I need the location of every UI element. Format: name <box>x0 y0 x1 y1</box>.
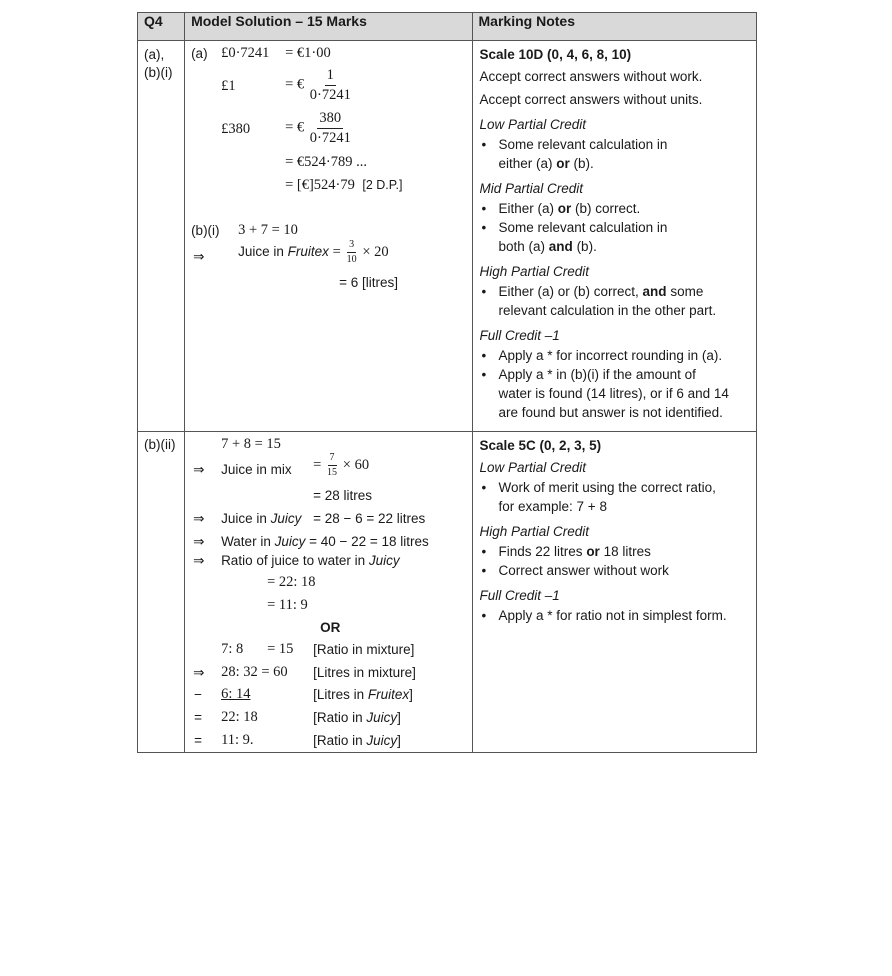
implies-arrow: ⇒ <box>193 511 205 526</box>
bii-line7: = 22: 18 <box>267 574 316 590</box>
bii-line2-label: Juice in mix <box>221 462 292 477</box>
b-line1: 3 + 7 = 10 <box>238 222 298 238</box>
list-item: • Some relevant calculation in both (a) and (b). <box>480 218 750 256</box>
credit-heading: High Partial Credit <box>479 524 590 539</box>
alt-line2-val: 28: 32 = 60 <box>221 664 288 680</box>
alt-line3-note: [Litres in Fruitex] <box>313 687 413 702</box>
alt-line1-val: 7: 8 <box>221 641 244 657</box>
table-row <box>138 41 757 432</box>
list-item: • Correct answer without work <box>480 561 750 580</box>
solution-cell <box>185 41 472 432</box>
part-label-cell <box>138 432 185 753</box>
marking-table <box>137 12 757 753</box>
credit-heading: Low Partial Credit <box>479 116 587 132</box>
part-label-a: (a), <box>144 47 165 62</box>
solution-cell <box>185 432 472 753</box>
notes-header: Marking Notes <box>472 13 756 41</box>
a-line2-rhs: = € $\frac{1}{0\cdot 7241}$ <box>285 67 351 103</box>
credit-heading: Low Partial Credit <box>479 460 587 475</box>
scale-label: Scale 5C (0, 2, 3, 5) <box>479 438 602 453</box>
alt-line5-note: [Ratio in Juicy] <box>313 733 401 748</box>
question-header: Q4 <box>138 13 185 41</box>
credit-heading: High Partial Credit <box>479 263 590 279</box>
bii-line3: = 28 litres <box>313 488 372 503</box>
notes-cell <box>472 41 756 432</box>
alt-line1-eq: = 15 <box>267 641 294 657</box>
implies-arrow: ⇒ <box>193 665 205 680</box>
table-row <box>138 432 757 753</box>
list-item: • Apply a * in (b)(i) if the amount of water is found (14 litres), or if 6 and 14 are found but answer is not identified. <box>480 365 750 422</box>
credit-heading: Full Credit –1 <box>479 327 560 343</box>
implies-arrow: ⇒ <box>193 249 205 264</box>
bii-line5: Water in Juicy = 40 − 22 = 18 litres <box>221 534 429 549</box>
bii-line6: Ratio of juice to water in Juicy <box>221 553 400 568</box>
alt-line4-val: 22: 18 <box>221 709 258 725</box>
scale-label: Scale 10D (0, 4, 6, 8, 10) <box>479 47 632 62</box>
alt-line4-note: [Ratio in Juicy] <box>313 710 401 725</box>
part-label-cell <box>138 41 185 432</box>
a-line1-lhs: £0·7241 <box>221 45 270 61</box>
credit-list <box>480 478 750 516</box>
marking-scheme <box>137 12 757 753</box>
solution-header: Model Solution – 15 Marks <box>185 13 472 41</box>
implies-arrow: ⇒ <box>193 553 205 568</box>
part-label-bi: (b)(i) <box>144 65 173 80</box>
list-item: • Finds 22 litres or 18 litres <box>480 542 750 561</box>
list-item: • Either (a) or (b) correct. <box>480 199 750 218</box>
notes-cell <box>472 432 756 753</box>
implies-arrow: ⇒ <box>193 462 205 477</box>
bii-line8: = 11: 9 <box>267 597 308 613</box>
fraction: $\frac{1}{0\cdot 7241}$ <box>309 67 351 103</box>
equals-sign: = <box>194 733 202 748</box>
alt-line3-val: 6: 14 <box>221 686 251 702</box>
list-item: • Apply a * for ratio not in simplest form. <box>480 606 750 625</box>
minus-sign: − <box>194 687 202 702</box>
credit-heading: Mid Partial Credit <box>479 180 584 196</box>
fraction: $\frac{380}{0\cdot 7241}$ <box>309 110 351 146</box>
table-header-row <box>138 13 757 41</box>
a-line3-lhs: £380 <box>221 121 251 137</box>
alt-line1-note: [Ratio in mixture] <box>313 642 415 657</box>
fraction: $\frac{7}{15}$ <box>327 452 338 478</box>
credit-heading: Full Credit –1 <box>479 588 560 603</box>
bii-line4: Juice in Juicy <box>221 511 302 526</box>
credit-list <box>480 346 750 422</box>
credit-list <box>480 282 750 320</box>
a-line1-rhs: = €1·00 <box>285 45 331 61</box>
credit-list <box>480 606 750 625</box>
a-line5: = [€]524·79 [2 D.P.] <box>285 177 403 193</box>
credit-list <box>480 135 750 173</box>
fraction: $\frac{3}{10}$ <box>346 239 357 265</box>
part-bi-tag: (b)(i) <box>191 223 220 238</box>
list-item: • Work of merit using the correct ratio, for example: 7 + 8 <box>480 478 750 516</box>
list-item: • Apply a * for incorrect rounding in (a). <box>480 346 750 365</box>
note-text: Accept correct answers without work. <box>479 69 703 84</box>
note-text: Accept correct answers without units. <box>479 91 703 107</box>
list-item: • Some relevant calculation in either (a) or (b). <box>480 135 750 173</box>
part-a-tag: (a) <box>191 46 208 61</box>
bii-line2-rhs: = $\frac{7}{15}$ × 60 <box>313 452 370 478</box>
b-line2: Juice in Fruitex = $\frac{3}{10}$ × 20 <box>238 239 389 265</box>
credit-list <box>480 542 750 580</box>
a-line4: = €524·789 ... <box>285 154 367 170</box>
equals-sign: = <box>194 710 202 725</box>
part-label-bii: (b)(ii) <box>144 437 176 452</box>
alt-line2-note: [Litres in mixture] <box>313 665 416 680</box>
or-separator: OR <box>320 620 341 635</box>
a-line2-lhs: £1 <box>221 78 236 94</box>
a-line3-rhs: = € $\frac{380}{0\cdot 7241}$ <box>285 110 351 146</box>
list-item: • Either (a) or (b) correct, and some relevant calculation in the other part. <box>480 282 750 320</box>
b-line3: = 6 [litres] <box>339 275 398 290</box>
bii-line1: 7 + 8 = 15 <box>221 436 281 452</box>
alt-line5-val: 11: 9. <box>221 732 254 748</box>
credit-list <box>480 199 750 256</box>
bii-line4-rhs: = 28 − 6 = 22 litres <box>313 511 426 526</box>
implies-arrow: ⇒ <box>193 534 205 549</box>
